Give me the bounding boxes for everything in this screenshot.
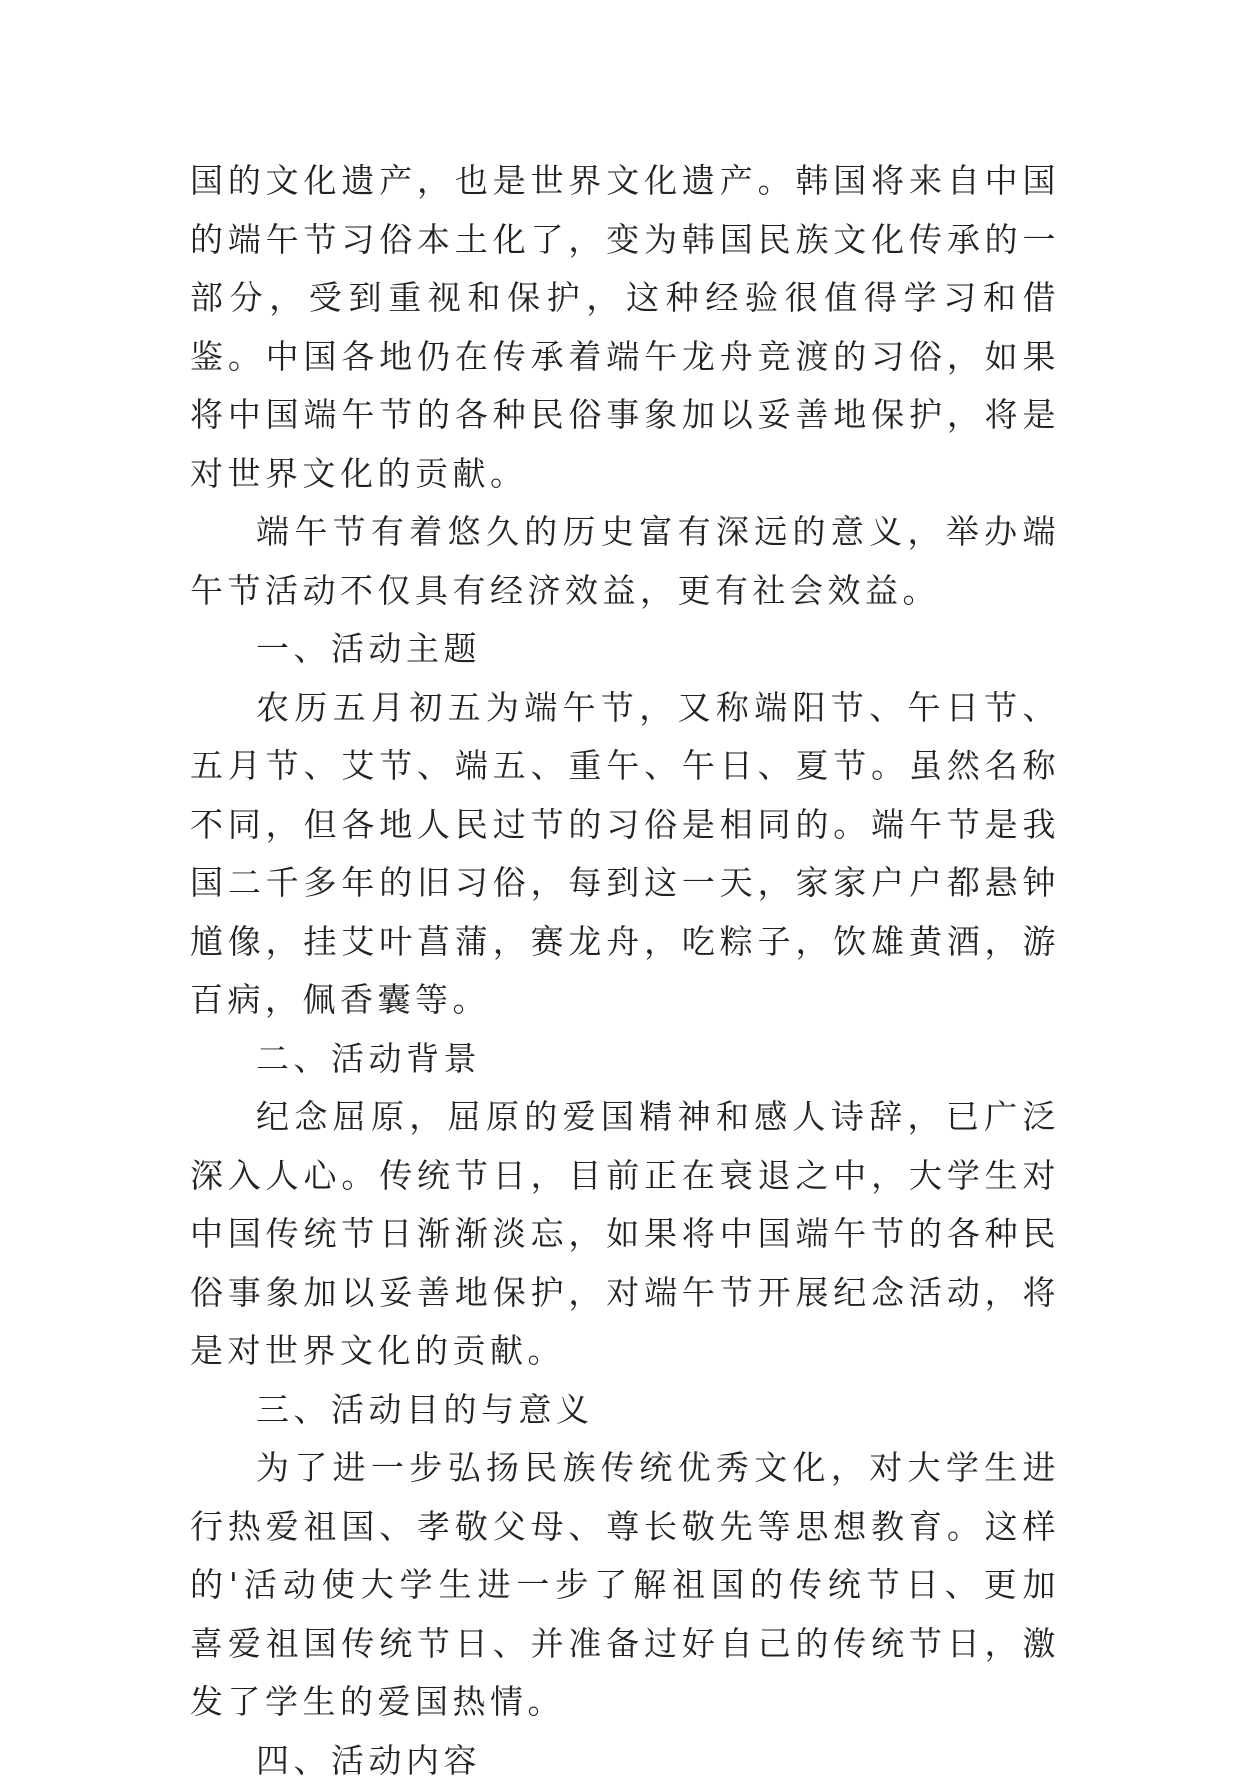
heading-activity-theme: 一、活动主题	[190, 620, 1060, 679]
heading-activity-purpose: 三、活动目的与意义	[190, 1381, 1060, 1440]
paragraph-heritage: 国的文化遗产，也是世界文化遗产。韩国将来自中国的端午节习俗本土化了，变为韩国民族文化传承的一部分，受到重视和保护，这种经验很值得学习和借鉴。中国各地仍在传承着端午龙舟竞渡的习俗，如果将中国端午节的各种民俗事象加以妥善地保护，将是对世界文化的贡献。	[190, 152, 1060, 503]
paragraph-activity-purpose: 为了进一步弘扬民族传统优秀文化，对大学生进行热爱祖国、孝敬父母、尊长敬先等思想教育。这样的'活动使大学生进一步了解祖国的传统节日、更加喜爱祖国传统节日、并准备过好自己的传统节日，激发了学生的爱国热情。	[190, 1439, 1060, 1732]
document-body	[190, 152, 1060, 1790]
paragraph-activity-theme: 农历五月初五为端午节，又称端阳节、午日节、五月节、艾节、端五、重午、午日、夏节。虽然名称不同，但各地人民过节的习俗是相同的。端午节是我国二千多年的旧习俗，每到这一天，家家户户都悬钟馗像，挂艾叶菖蒲，赛龙舟，吃粽子，饮雄黄酒，游百病，佩香囊等。	[190, 679, 1060, 1030]
paragraph-activity-background: 纪念屈原，屈原的爱国精神和感人诗辞，已广泛深入人心。传统节日，目前正在衰退之中，大学生对中国传统节日渐渐淡忘，如果将中国端午节的各种民俗事象加以妥善地保护，对端午节开展纪念活动，将是对世界文化的贡献。	[190, 1088, 1060, 1381]
heading-activity-background: 二、活动背景	[190, 1030, 1060, 1089]
paragraph-significance: 端午节有着悠久的历史富有深远的意义，举办端午节活动不仅具有经济效益，更有社会效益。	[190, 503, 1060, 620]
heading-activity-content: 四、活动内容	[190, 1732, 1060, 1790]
